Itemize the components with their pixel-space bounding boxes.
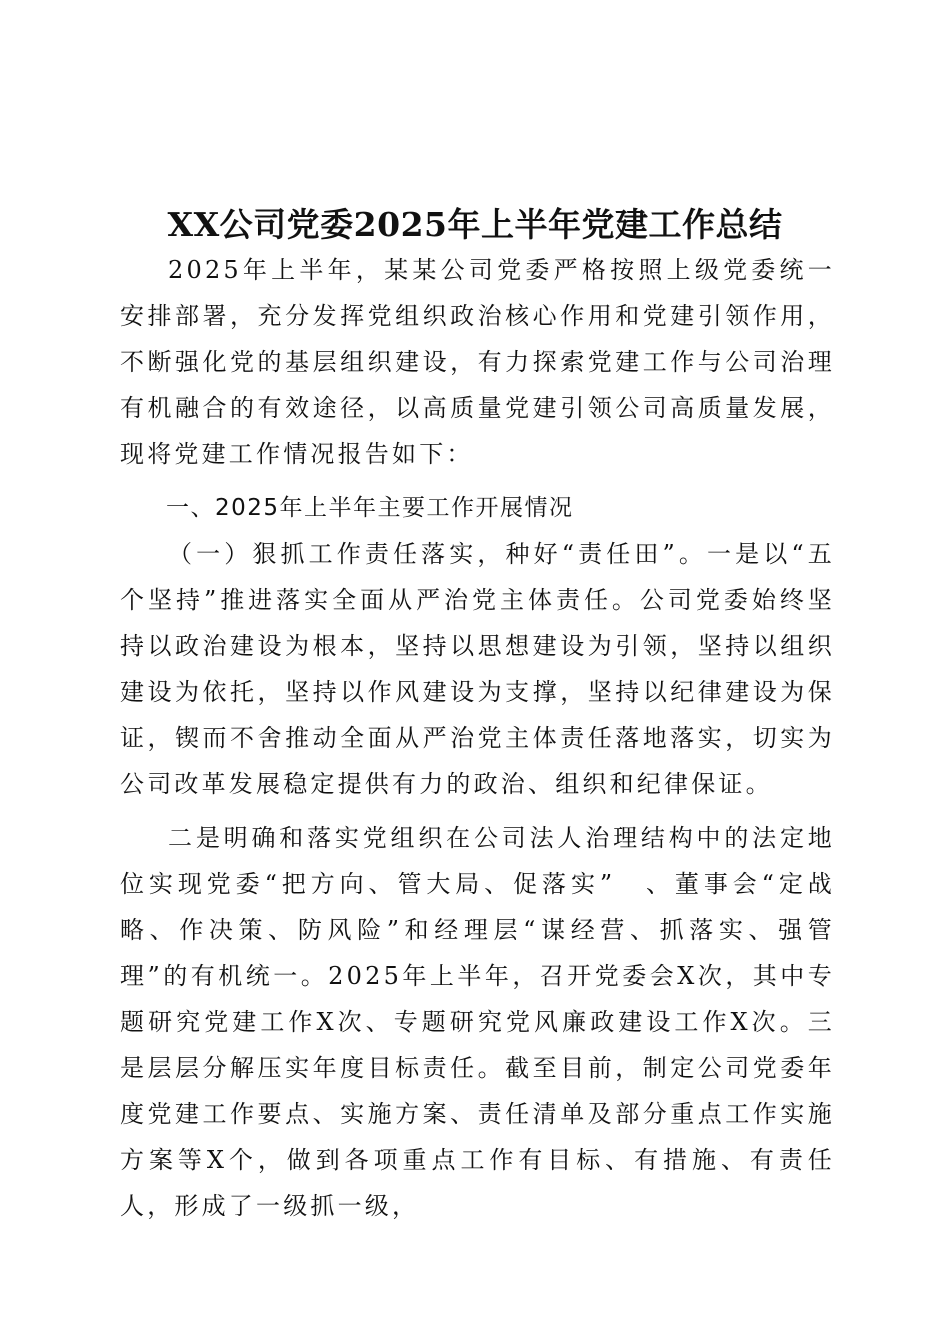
paragraph-subsection-1: （一）狠抓工作责任落实，种好“责任田”。一是以“五个坚持”推进落实全面从严治党主体责任。公司党委始终坚持以政治建设为根本，坚持以思想建设为引领，坚持以组织建设为依托，坚持以作风建设为支撑，坚持以纪律建设为保证，锲而不舍推动全面从严治党主体责任落地落实，切实为公司改革发展稳定提供有力的政治、组织和纪律保证。 [120,540,835,798]
document-title: XX公司党委2025年上半年党建工作总结 [167,205,783,245]
document-body [120,247,835,1229]
intro-paragraph: 2025年上半年，某某公司党委严格按照上级党委统一安排部署，充分发挥党组织政治核心作用和党建引领作用，不断强化党的基层组织建设，有力探索党建工作与公司治理有机融合的有效途径，以高质量党建引领公司高质量发展，现将党建工作情况报告如下： [120,256,835,468]
section-heading: 一、2025年上半年主要工作开展情况 [166,495,574,521]
paragraph-point-2: 二是明确和落实党组织在公司法人治理结构中的法定地位实现党委“把方向、管大局、促落实” 、董事会“定战略、作决策、防风险”和经理层“谋经营、抓落实、强管理”的有机统一。2025年上半年，召开党委会X次，其中专题研究党建工作X次、专题研究党风廉政建设工作X次。三是层层分解压实年度目标责任。截至目前，制定公司党委年度党建工作要点、实施方案、责任清单及部分重点工作实施方案等X个，做到各项重点工作有目标、有措施、有责任人，形成了一级抓一级， [120,824,835,1220]
